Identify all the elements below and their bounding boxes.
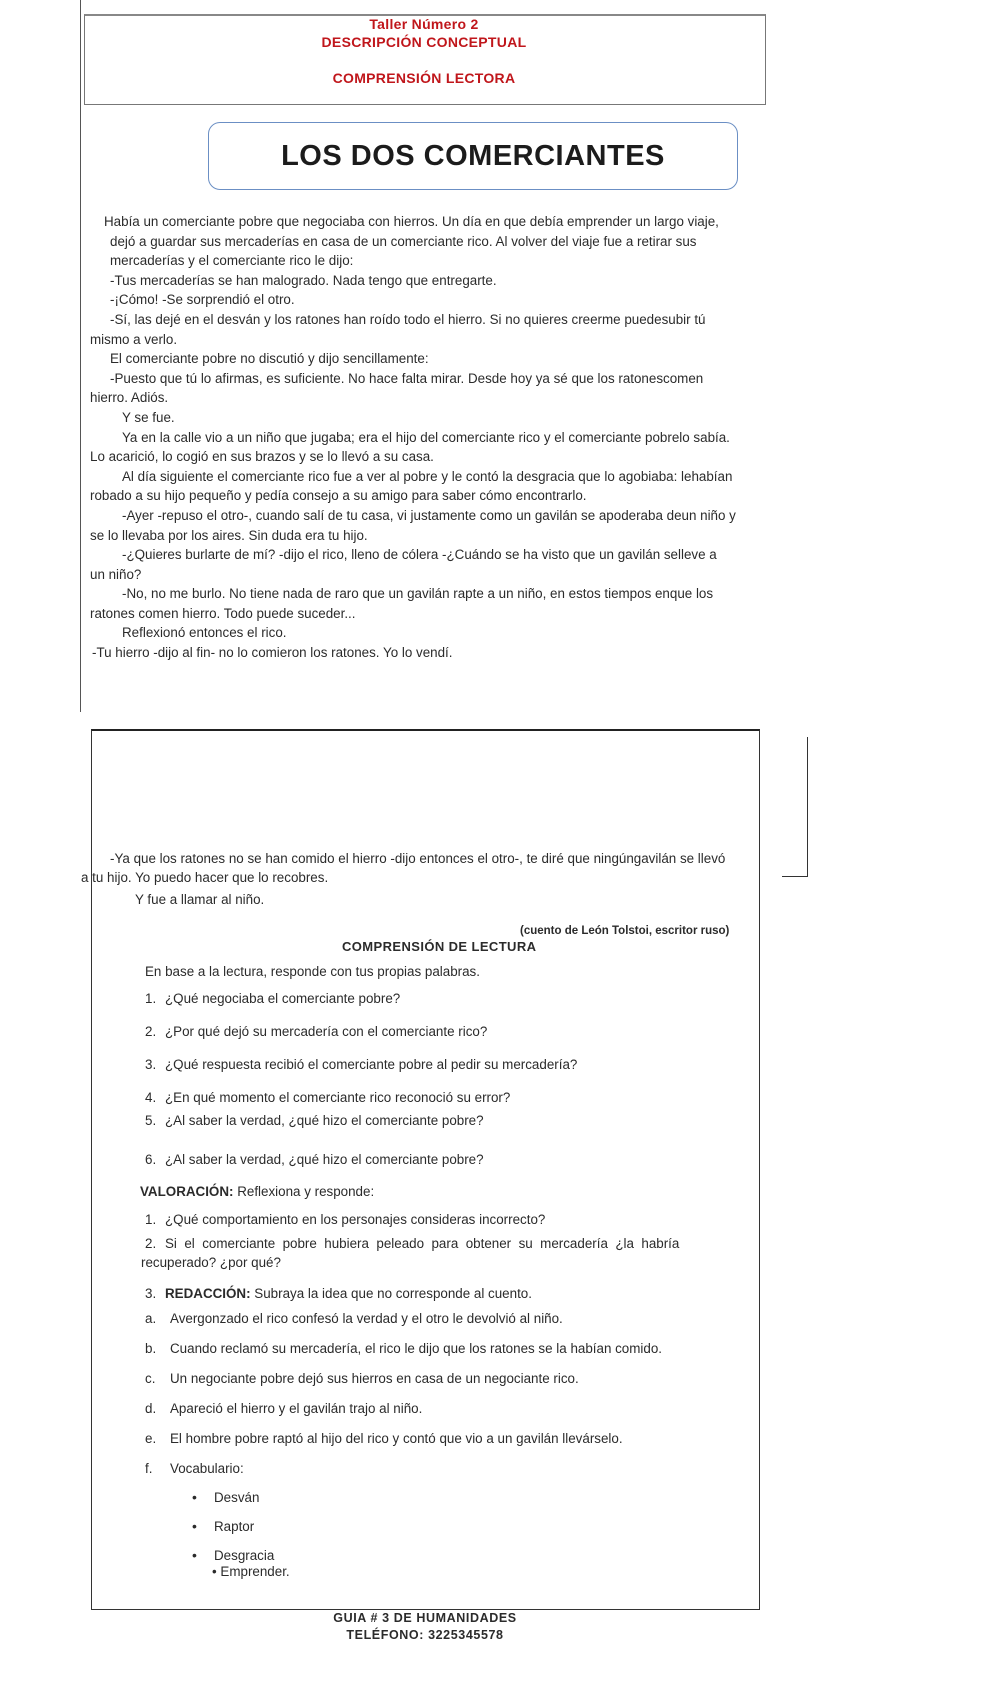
question-number: 3. (145, 1057, 157, 1072)
question-number: 1. (145, 991, 157, 1006)
question-number: 2. (145, 1024, 157, 1039)
question-number: 1. (145, 1212, 157, 1227)
footer-guide: GUIA # 3 DE HUMANIDADES (333, 1611, 517, 1625)
story-line: -¿Quieres burlarte de mí? -dijo el rico, lleno de cólera -¿Cuándo se ha visto que un gavilán selleve a (122, 547, 717, 563)
story-line: Ya en la calle vio a un niño que jugaba; era el hijo del comerciante rico y el comerciante pobrelo sabía. (122, 429, 730, 445)
story-line: hierro. Adiós. (90, 390, 169, 406)
story-line: mismo a verlo. (90, 331, 178, 347)
vocab-item: • Desván (214, 1489, 259, 1506)
workshop-number: Taller Número 2 (369, 16, 479, 32)
option-text: Cuando reclamó su mercadería, el rico le dijo que los ratones se la habían comido. (170, 1341, 663, 1356)
right-border-line (807, 737, 808, 877)
redaccion-text: Subraya la idea que no corresponde al cuento. (250, 1286, 532, 1301)
story-line: Había un comerciante pobre que negociaba con hierros. Un día en que debía emprender un largo viaje, (104, 214, 719, 229)
story-line: a tu hijo. Yo puedo hacer que lo recobres. (81, 870, 329, 885)
story-line: robado a su hijo pequeño y pedía consejo a su amigo para saber cómo encontrarlo. (90, 488, 587, 504)
story-line: -Puesto que tú lo afirmas, es suficiente. No hace falta mirar. Desde hoy ya sé que los ratonescomen (110, 370, 704, 386)
option-letter: c. (145, 1371, 156, 1386)
question-text: ¿Qué negociaba el comerciante pobre? (165, 991, 401, 1006)
comprehension-heading: COMPRENSIÓN DE LECTURA (342, 939, 537, 954)
option-letter: f. (145, 1461, 153, 1476)
section-title: DESCRIPCIÓN CONCEPTUAL (321, 34, 527, 50)
story-line: Al día siguiente el comerciante rico fue a ver al pobre y le contó la desgracia que lo agobiaba: lehabían (122, 468, 733, 484)
option-text: Apareció el hierro y el gavilán trajo al niño. (170, 1401, 423, 1416)
question-text: ¿Al saber la verdad, ¿qué hizo el comerciante pobre? (165, 1152, 484, 1167)
question-text: ¿Qué comportamiento en los personajes consideras incorrecto? (165, 1212, 546, 1227)
story-line: -Tus mercaderías se han malogrado. Nada tengo que entregarte. (110, 272, 497, 288)
footer-phone: TELÉFONO: 3225345578 (346, 1628, 504, 1642)
story-credit: (cuento de León Tolstoi, escritor ruso) (520, 925, 730, 937)
story-line: -Tu hierro -dijo al fin- no lo comieron los ratones. Yo lo vendí. (92, 645, 453, 661)
story-line: -Ayer -repuso el otro-, cuando salí de tu casa, vi justamente como un gavilán se apoderaba deun niño y (122, 507, 736, 523)
option-text: El hombre pobre raptó al hijo del rico y contó que vio a un gavilán llevárselo. (170, 1431, 623, 1446)
question-text-cont: recuperado? ¿por qué? (141, 1255, 281, 1270)
left-border-line (80, 0, 81, 712)
story-line: El comerciante pobre no discutió y dijo sencillamente: (110, 351, 429, 367)
redaccion-line (165, 1285, 532, 1302)
vocab-item: • Desgracia (214, 1547, 274, 1564)
story-title: LOS DOS COMERCIANTES (208, 122, 738, 190)
question-number: 5. (145, 1113, 157, 1128)
question-number: 3. (145, 1286, 157, 1301)
comprehension-intro: En base a la lectura, responde con tus propias palabras. (145, 964, 480, 979)
story-line: dejó a guardar sus mercaderías en casa de un comerciante rico. Al volver del viaje fue a retirar sus (110, 233, 697, 249)
question-number: 6. (145, 1152, 157, 1167)
story-line: Lo acarició, lo cogió en sus brazos y se lo llevó a su casa. (90, 449, 434, 465)
story-line: un niño? (90, 566, 142, 582)
story-line: Y fue a llamar al niño. (135, 892, 265, 907)
vocab-item: • Raptor (214, 1518, 254, 1535)
story-line: Y se fue. (122, 409, 175, 425)
story-line: -No, no me burlo. No tiene nada de raro que un gavilán rapte a un niño, en estos tiempos enque los (122, 586, 714, 602)
option-letter: b. (145, 1341, 157, 1356)
story-line: -Sí, las dejé en el desván y los ratones han roído todo el hierro. Si no quieres creerme puedesubir tú (110, 311, 706, 327)
corner-line (782, 876, 808, 877)
valoracion-line (140, 1183, 374, 1200)
story-text (90, 212, 770, 663)
option-text: Un negociante pobre dejó sus hierros en casa de un negociante rico. (170, 1371, 579, 1386)
story-line: -Ya que los ratones no se han comido el hierro -dijo entonces el otro-, te diré que ningúngavilán se llevó (110, 851, 726, 866)
question-number: 2. (145, 1236, 157, 1251)
question-number: 4. (145, 1090, 157, 1105)
option-letter: d. (145, 1401, 157, 1416)
story-line: mercaderías y el comerciante rico le dijo: (110, 253, 354, 269)
question-text: Si el comerciante pobre hubiera peleado para obtener su mercadería ¿la habría (165, 1236, 680, 1251)
option-text: Vocabulario: (170, 1461, 244, 1476)
option-letter: e. (145, 1431, 157, 1446)
subsection-title: COMPRENSIÓN LECTORA (332, 70, 516, 86)
question-text: ¿Qué respuesta recibió el comerciante pobre al pedir su mercadería? (165, 1057, 578, 1072)
story-line: -¡Cómo! -Se sorprendió el otro. (110, 292, 295, 308)
option-letter: a. (145, 1311, 157, 1326)
redaccion-label: REDACCIÓN: (165, 1286, 251, 1301)
question-text: ¿Al saber la verdad, ¿qué hizo el comerciante pobre? (165, 1113, 484, 1128)
option-text: Avergonzado el rico confesó la verdad y el otro le devolvió al niño. (170, 1311, 563, 1326)
question-text: ¿En qué momento el comerciante rico reconoció su error? (165, 1090, 511, 1105)
valoracion-text: Reflexiona y responde: (233, 1184, 375, 1199)
story-line: ratones comen hierro. Todo puede suceder... (90, 605, 356, 621)
valoracion-label: VALORACIÓN: (140, 1184, 234, 1199)
vocab-item: • Emprender. (212, 1564, 290, 1579)
story-line: Reflexionó entonces el rico. (122, 625, 287, 641)
question-text: ¿Por qué dejó su mercadería con el comerciante rico? (165, 1024, 488, 1039)
story-line: se lo llevaba por los aires. Sin duda era tu hijo. (90, 527, 368, 543)
